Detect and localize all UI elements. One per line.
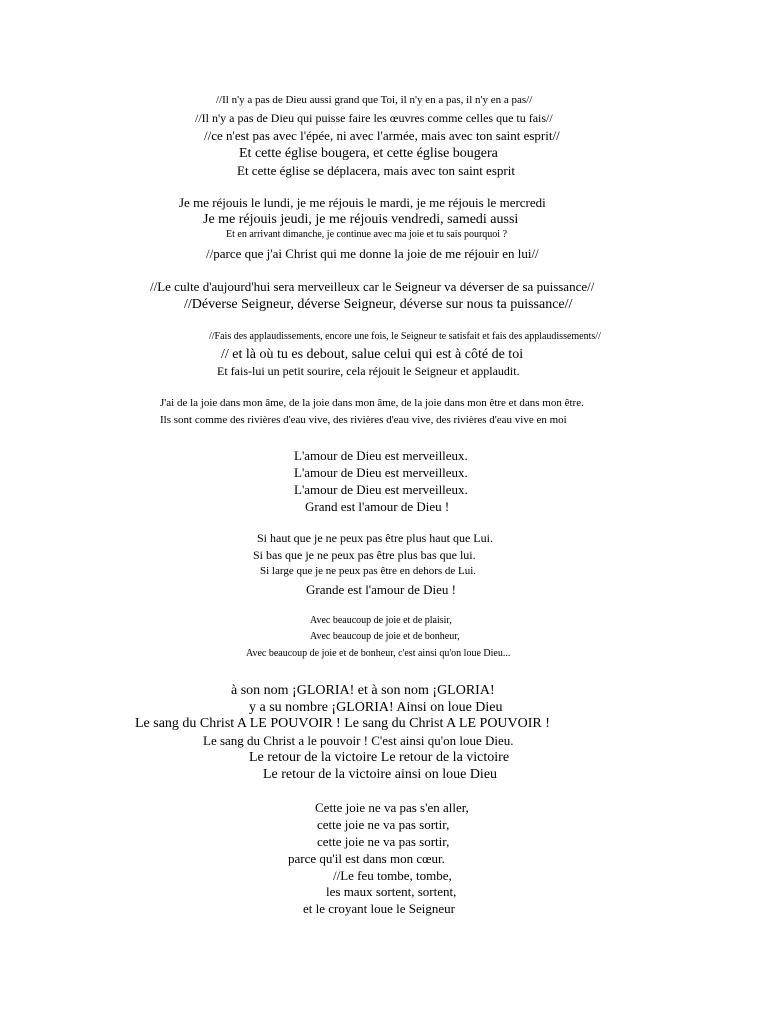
- lyric-line: Si large que je ne peux pas être en dehors de Lui.: [260, 565, 477, 577]
- lyric-line: //Il n'y a pas de Dieu qui puisse faire les œuvres comme celles que tu fais//: [195, 111, 553, 125]
- lyric-line: Je me réjouis le lundi, je me réjouis le mardi, je me réjouis le mercredi: [179, 195, 546, 210]
- lyric-line: Si haut que je ne peux pas être plus haut que Lui.: [257, 531, 493, 545]
- lyric-line: L'amour de Dieu est merveilleux.: [294, 482, 468, 497]
- lyric-line: Le retour de la victoire Le retour de la victoire: [249, 750, 510, 765]
- lyric-line: //ce n'est pas avec l'épée, ni avec l'armée, mais avec ton saint esprit//: [204, 128, 560, 143]
- lyric-line: y a su nombre ¡GLORIA! Ainsi on loue Dieu: [249, 700, 503, 715]
- lyric-line: Avec beaucoup de joie et de plaisir,: [310, 615, 452, 626]
- lyric-line: cette joie ne va pas sortir,: [317, 834, 450, 849]
- lyric-line: Je me réjouis jeudi, je me réjouis vendredi, samedi aussi: [203, 212, 519, 227]
- lyric-line: //parce que j'ai Christ qui me donne la joie de me réjouir en lui//: [206, 246, 539, 261]
- lyric-line: Et en arrivant dimanche, je continue avec ma joie et tu sais pourquoi ?: [226, 229, 508, 240]
- lyric-line: //Fais des applaudissements, encore une fois, le Seigneur te satisfait et fais des applaudissements//: [209, 331, 601, 342]
- lyric-line: //Le culte d'aujourd'hui sera merveilleux car le Seigneur va déverser de sa puissance//: [150, 279, 595, 294]
- lyric-line: Grand est l'amour de Dieu !: [305, 499, 450, 514]
- lyric-line: L'amour de Dieu est merveilleux.: [294, 465, 468, 480]
- lyric-line: Le retour de la victoire ainsi on loue Dieu: [263, 767, 498, 782]
- lyric-line: J'ai de la joie dans mon âme, de la joie dans mon âme, de la joie dans mon être et dans mon être.: [160, 397, 584, 409]
- lyric-line: //Le feu tombe, tombe,: [333, 868, 452, 883]
- lyric-line: Avec beaucoup de joie et de bonheur, c'est ainsi qu'on loue Dieu...: [246, 648, 511, 659]
- lyric-line: Grande est l'amour de Dieu !: [306, 582, 456, 597]
- lyric-line: Ils sont comme des rivières d'eau vive, des rivières d'eau vive, des rivières d'eau vive en moi: [160, 414, 567, 426]
- lyric-line: Le sang du Christ a le pouvoir ! C'est ainsi qu'on loue Dieu.: [203, 733, 514, 748]
- lyric-line: les maux sortent, sortent,: [326, 884, 457, 899]
- lyric-line: Si bas que je ne peux pas être plus bas que lui.: [253, 548, 476, 562]
- lyric-line: Avec beaucoup de joie et de bonheur,: [310, 631, 460, 642]
- lyric-line: // et là où tu es debout, salue celui qui est à côté de toi: [221, 347, 524, 362]
- lyric-line: Et cette église bougera, et cette église bougera: [239, 146, 498, 161]
- lyric-line: Cette joie ne va pas s'en aller,: [315, 800, 469, 815]
- lyric-line: à son nom ¡GLORIA! et à son nom ¡GLORIA!: [231, 683, 495, 698]
- lyric-line: //Déverse Seigneur, déverse Seigneur, déverse sur nous ta puissance//: [184, 297, 573, 312]
- lyric-line: //Il n'y a pas de Dieu aussi grand que Toi, il n'y en a pas, il n'y en a pas//: [216, 94, 533, 106]
- lyric-line: Et cette église se déplacera, mais avec ton saint esprit: [237, 163, 515, 178]
- lyric-line: L'amour de Dieu est merveilleux.: [294, 448, 468, 463]
- lyric-line: et le croyant loue le Seigneur: [303, 901, 455, 916]
- lyric-line: Le sang du Christ A LE POUVOIR ! Le sang du Christ A LE POUVOIR !: [135, 716, 550, 731]
- lyric-line: Et fais-lui un petit sourire, cela réjouit le Seigneur et applaudit.: [217, 364, 520, 378]
- lyric-line: cette joie ne va pas sortir,: [317, 817, 450, 832]
- lyric-line: parce qu'il est dans mon cœur.: [288, 851, 445, 866]
